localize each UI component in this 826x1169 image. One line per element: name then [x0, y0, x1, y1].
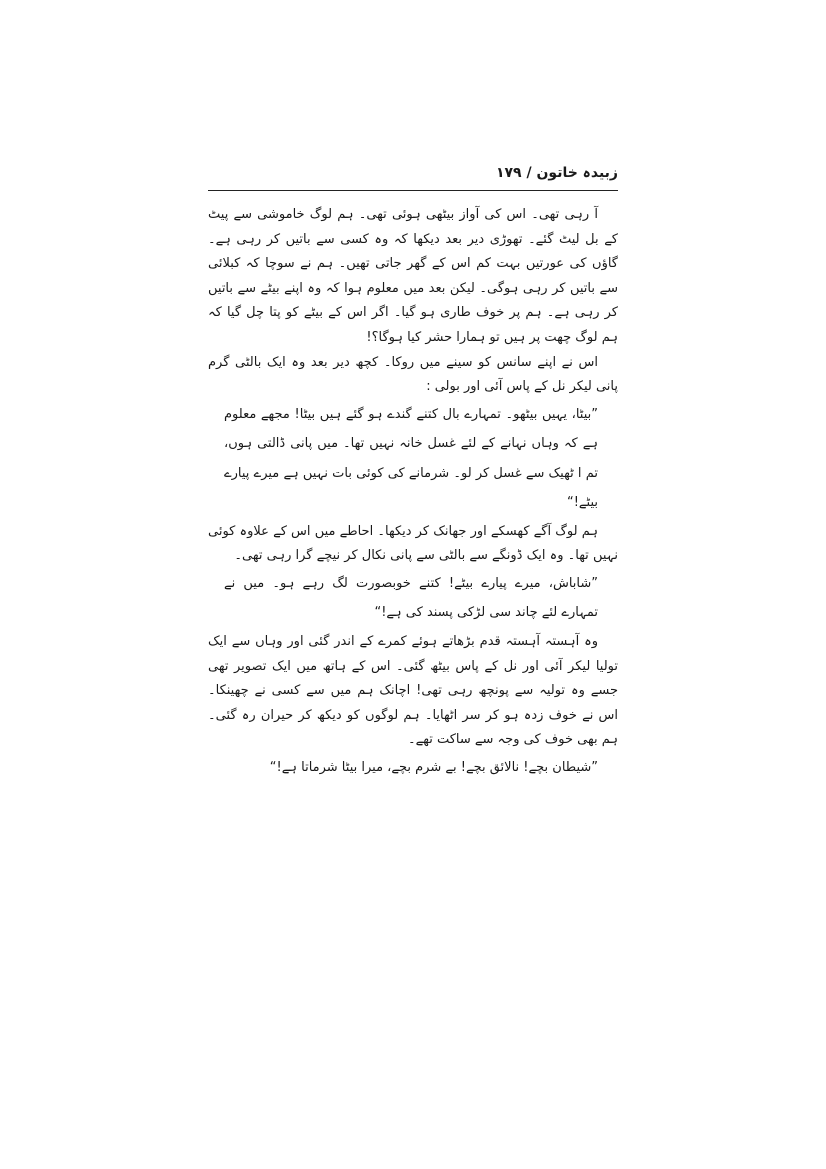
running-header: زبیدہ خاتون / ۱۷۹ [495, 165, 618, 181]
page-body [208, 203, 618, 782]
paragraph: ہم لوگ آگے کھسکے اور جھانک کر دیکھا۔ احاطے میں اس کے علاوہ کوئی نہیں تھا۔ وہ ایک ڈونگے سے بالٹی سے پانی نکال کر نیچے گرا رہی تھی۔ [208, 523, 618, 564]
paragraph: وہ آہستہ آہستہ قدم بڑھاتے ہوئے کمرے کے اندر گئی اور وہاں سے ایک تولیا لیکر آئی اور نل کے پاس بیٹھ گئی۔ اس کے ہاتھ میں ایک تصویر تھی جسے وہ تولیہ سے پونچھ رہی تھی! اچانک ہم میں سے کسی نے چھینکا۔ اس نے خوف زدہ ہو کر سر اٹھایا۔ ہم لوگوں کو دیکھ کر حیران رہ گئی۔ ہم بھی خوف کی وجہ سے ساکت تھے۔ [208, 633, 618, 748]
quoted-speech: ”شاباش، میرے پیارے بیٹے! کتنے خوبصورت لگ رہے ہو۔ میں نے تمہارے لئے چاند سی لڑکی پسند کی ہے!“ [224, 575, 598, 621]
quoted-speech: ”بیٹا، یہیں بیٹھو۔ تمہارے بال کتنے گندے ہو گئے ہیں بیٹا! مجھے معلوم ہے کہ وہاں نہانے کے لئے غسل خانہ نہیں تھا۔ میں پانی ڈالتی ہوں، تم ا ٹھیک سے غسل کر لو۔ شرمانے کی کوئی بات نہیں ہے میرے پیارے بیٹے!“ [224, 406, 598, 511]
header-rule [208, 190, 618, 191]
paragraph: اس نے اپنے سانس کو سینے میں روکا۔ کچھ دیر بعد وہ ایک بالٹی گرم پانی لیکر نل کے پاس آئی اور بولی : [208, 354, 618, 395]
quoted-speech: ”شیطان بچے! نالائق بچے! بے شرم بچے، میرا بیٹا شرماتا ہے!“ [269, 759, 598, 775]
paragraph: آ رہی تھی۔ اس کی آواز بیٹھی ہوئی تھی۔ ہم لوگ خاموشی سے پیٹ کے بل لیٹ گئے۔ تھوڑی دیر بعد دیکھا کہ وہ کسی سے باتیں کر رہی ہے۔ گاؤں کی عورتیں بہت کم اس کے گھر جاتی تھیں۔ ہم نے سوچا کہ کبلائی سے باتیں کر رہی ہوگی۔ لیکن بعد میں معلوم ہوا کہ وہ اپنے بیٹے سے باتیں کر رہی ہے۔ ہم پر خوف طاری ہو گیا۔ اگر اس کے بیٹے کو پتا چل گیا کہ ہم لوگ چھت پر ہیں تو ہمارا حشر کیا ہوگا؟! [208, 207, 618, 345]
